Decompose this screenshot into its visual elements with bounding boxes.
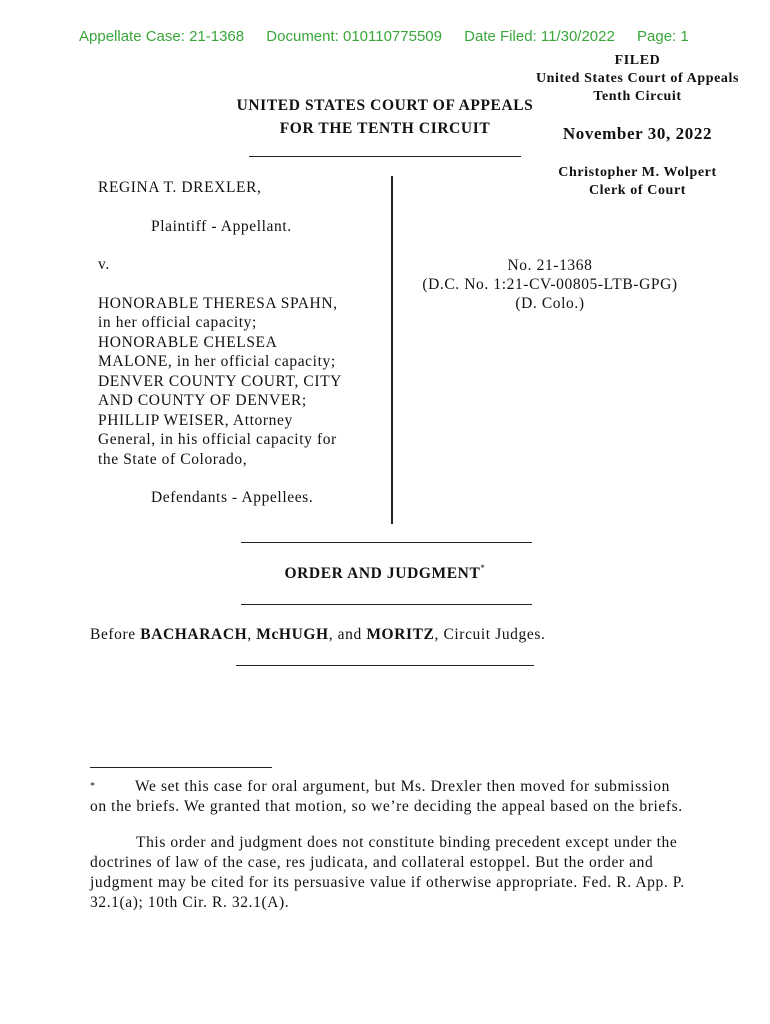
divider-top	[249, 156, 521, 157]
defendants-list	[98, 294, 383, 470]
defendant-line: MALONE, in her official capacity;	[98, 353, 336, 370]
panel-line: Before BACHARACH, McHUGH, and MORITZ, Circuit Judges.	[90, 626, 546, 643]
footnote-1	[90, 777, 690, 817]
defendant-line: the State of Colorado,	[98, 450, 248, 468]
court-title-line1: UNITED STATES COURT OF APPEALS	[236, 97, 534, 114]
judge-name: BACHARACH	[140, 626, 248, 643]
footnote-marker: *	[90, 781, 96, 792]
case-numbers	[400, 256, 700, 313]
filed-date: November 30, 2022	[562, 124, 713, 143]
filing-header-bar	[79, 28, 707, 45]
header-date-filed: Date Filed: 11/30/2022	[464, 28, 615, 45]
header-page-number: Page: 1	[637, 28, 689, 45]
plaintiff-name: REGINA T. DREXLER,	[98, 179, 262, 196]
clerk-title: Clerk of Court	[588, 183, 687, 198]
footnote-1-text: We set this case for oral argument, but Ms. Drexler then moved for submission on the briefs. We granted that motion, so we’re deciding the appeal based on the briefs.	[90, 778, 683, 815]
plaintiff-role: Plaintiff - Appellant.	[151, 217, 292, 235]
court-title-line2: FOR THE TENTH CIRCUIT	[279, 120, 491, 137]
court-title	[200, 94, 570, 140]
versus: v.	[98, 256, 110, 273]
filed-label: FILED	[614, 53, 661, 68]
district-court: (D. Colo.)	[515, 295, 585, 312]
district-case-number: (D.C. No. 1:21-CV-00805-LTB-GPG)	[422, 276, 678, 293]
defendant-line: DENVER COUNTY COURT, CITY	[98, 372, 342, 390]
header-case-number: Appellate Case: 21-1368	[79, 28, 245, 45]
defendants-role: Defendants - Appellees.	[151, 489, 314, 506]
header-document-number: Document: 010110775509	[266, 28, 442, 45]
defendant-line: HONORABLE THERESA SPAHN,	[98, 294, 338, 312]
footnote-separator	[90, 767, 272, 768]
divider-below-panel	[236, 665, 534, 666]
clerk-block	[535, 164, 740, 200]
footnotes	[90, 777, 690, 913]
filed-court-line2: Tenth Circuit	[593, 89, 682, 104]
order-footnote-marker: *	[480, 563, 486, 573]
defendant-line: in her official capacity;	[98, 314, 257, 331]
appeal-number: No. 21-1368	[507, 257, 593, 274]
judge-name: McHUGH	[256, 626, 329, 643]
order-title-text: ORDER AND JUDGMENT	[284, 565, 481, 582]
clerk-name: Christopher M. Wolpert	[558, 165, 717, 180]
order-title	[200, 565, 570, 583]
defendant-line: HONORABLE CHELSEA	[98, 333, 278, 351]
judge-name: MORITZ	[366, 626, 435, 643]
caption-parties	[98, 178, 383, 508]
filed-court-line1: United States Court of Appeals	[535, 71, 740, 86]
defendant-line: PHILLIP WEISER, Attorney	[98, 411, 293, 429]
caption-vertical-divider	[391, 176, 393, 524]
footnote-2: This order and judgment does not constitute binding precedent except under the doctrines of law of the case, res judicata, and collateral estoppel. But the order and judgment may be cited for its persuasive value if otherwise appropriate. Fed. R. App. P. 32.1(a); 10th Cir. R. 32.1(A).	[90, 834, 685, 911]
divider-above-order	[241, 542, 532, 543]
defendant-line: AND COUNTY OF DENVER;	[98, 392, 307, 409]
divider-below-order	[241, 604, 532, 605]
defendant-line: General, in his official capacity for	[98, 431, 337, 448]
